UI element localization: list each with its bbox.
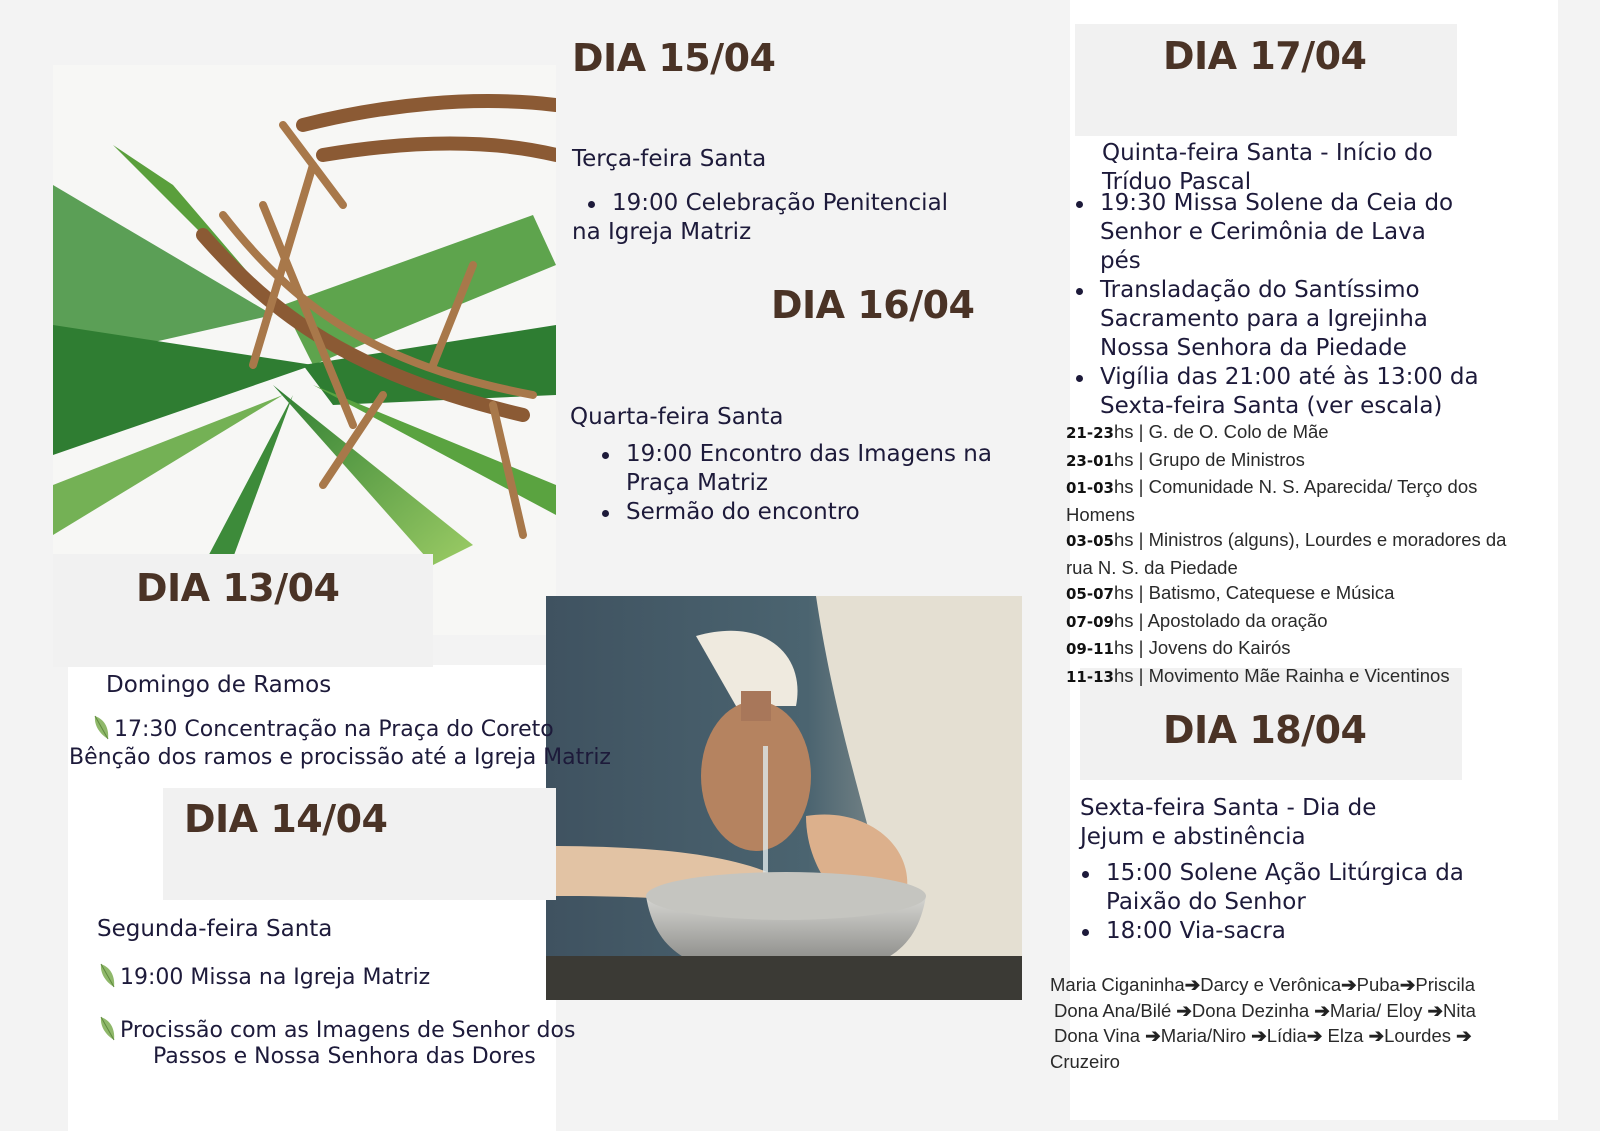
arrow-right-icon: ➔ [1399, 974, 1416, 995]
vigil-schedule [1066, 419, 1536, 690]
arrow-right-icon: ➔ [1368, 1025, 1385, 1046]
arrow-right-icon: ➔ [1184, 974, 1201, 995]
day17-item1: 19:30 Missa Solene da Ceia do Senhor e Cerimônia de Lava pés [1074, 189, 1544, 276]
day16-item1: 19:00 Encontro das Imagens na Praça Matriz [600, 440, 1020, 498]
foot-washing-photo [546, 596, 1022, 1000]
day13-title: DIA 13/04 [136, 566, 340, 610]
route-line: Maria Ciganinha➔Darcy e Verônica➔Puba➔Priscila [1050, 974, 1475, 995]
day17-list [1074, 189, 1544, 421]
arrow-right-icon: ➔ [1176, 999, 1192, 1021]
schedule-row: Homens [1066, 503, 1135, 525]
day13-subtitle: Domingo de Ramos [106, 672, 332, 698]
day16-subtitle: Quarta-feira Santa [570, 404, 784, 430]
day13-line2: Bênção dos ramos e procissão até a Igreja Matriz [69, 745, 611, 770]
schedule-row: 23-01hs | Grupo de Ministros [1066, 448, 1305, 470]
day14-item2: Procissão com as Imagens de Senhor dos [98, 1015, 575, 1045]
arrow-right-icon: ➔ [1427, 999, 1444, 1021]
arrow-right-icon: ➔ [1314, 999, 1330, 1021]
day15-item1-cont: na Igreja Matriz [572, 219, 752, 245]
day18-list [1080, 859, 1540, 946]
schedule-row: 01-03hs | Comunidade N. S. Aparecida/ Terço dos [1066, 476, 1478, 497]
day17-item2: Transladação do Santíssimo Sacramento para a Igrejinha Nossa Senhora da Piedade [1074, 276, 1544, 363]
day15-subtitle: Terça-feira Santa [572, 146, 767, 172]
day14-item1: 19:00 Missa na Igreja Matriz [98, 962, 430, 992]
day15-list [586, 189, 966, 218]
day16-title: DIA 16/04 [771, 283, 975, 327]
day17-title: DIA 17/04 [1163, 34, 1367, 78]
day14-item2-cont: Passos e Nossa Senhora das Dores [153, 1044, 536, 1069]
arrow-right-icon: ➔ [1306, 1025, 1323, 1046]
arrow-right-icon: ➔ [1145, 1025, 1161, 1046]
route-line: Cruzeiro [1050, 1050, 1120, 1072]
route-line: Dona Ana/Bilé ➔Dona Dezinha ➔Maria/ Eloy ➔Nita [1054, 999, 1476, 1021]
schedule-row: 11-13hs | Movimento Mãe Rainha e Vicentinos [1066, 664, 1450, 686]
schedule-row: 21-23hs | G. de O. Colo de Mãe [1066, 421, 1329, 442]
palm-leaf-icon [98, 962, 116, 988]
crown-of-thorns-photo [53, 65, 556, 635]
via-sacra-route [1050, 972, 1550, 1074]
palm-leaf-icon [92, 714, 110, 740]
day18-title: DIA 18/04 [1163, 708, 1367, 752]
day17-item3: Vigília das 21:00 até às 13:00 da Sexta-feira Santa (ver escala) [1074, 363, 1544, 421]
day16-list [600, 440, 1020, 527]
day17-subtitle: Quinta-feira Santa - Início do Tríduo Pascal [1102, 140, 1433, 195]
day18-subtitle: Sexta-feira Santa - Dia de Jejum e abstinência [1080, 795, 1377, 850]
arrow-right-icon: ➔ [1456, 1025, 1472, 1046]
day14-subtitle: Segunda-feira Santa [97, 916, 333, 942]
schedule-row: 07-09hs | Apostolado da oração [1066, 609, 1328, 631]
palm-leaf-icon [98, 1015, 116, 1041]
day18-item1: 15:00 Solene Ação Litúrgica da Paixão do Senhor [1080, 859, 1540, 917]
schedule-row: 03-05hs | Ministros (alguns), Lourdes e moradores da [1066, 529, 1507, 550]
route-line: Dona Vina ➔Maria/Niro ➔Lídia➔ Elza ➔Lourdes ➔ [1054, 1025, 1472, 1046]
schedule-row: 05-07hs | Batismo, Catequese e Música [1066, 582, 1395, 603]
arrow-right-icon: ➔ [1251, 1025, 1267, 1046]
day15-item1: 19:00 Celebração Penitencial [586, 189, 966, 218]
schedule-row: rua N. S. da Piedade [1066, 556, 1238, 578]
day15-title: DIA 15/04 [572, 36, 776, 80]
day14-title: DIA 14/04 [184, 797, 388, 841]
schedule-row: 09-11hs | Jovens do Kairós [1066, 637, 1291, 658]
day18-item2: 18:00 Via-sacra [1080, 917, 1540, 946]
day16-item2: Sermão do encontro [600, 498, 1020, 527]
arrow-right-icon: ➔ [1341, 974, 1357, 995]
day13-line1: 17:30 Concentração na Praça do Coreto [92, 714, 554, 744]
